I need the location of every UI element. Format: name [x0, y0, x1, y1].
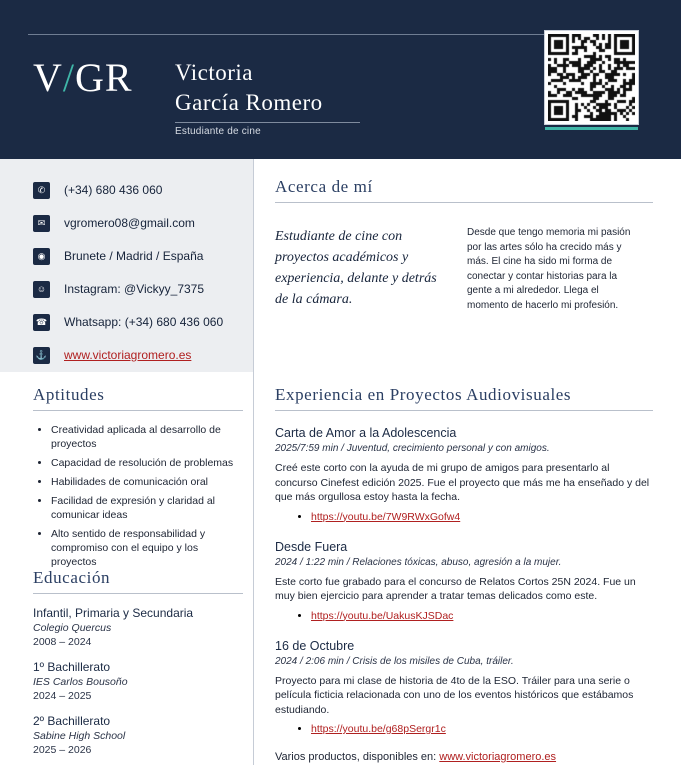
about-heading: Acerca de mí [275, 177, 373, 196]
experience-link[interactable]: https://youtu.be/UakusKJSDac [311, 609, 454, 622]
whatsapp-icon: ☎ [33, 314, 50, 331]
logo-slash: / [62, 55, 76, 100]
experience-body: Proyecto para mi clase de historia de 4to de la ESO. Tráiler para una serie o película ficticia relacionada con uno de los eventos históricos que estábamos estudiando. [275, 674, 634, 716]
list-item[interactable] [311, 510, 653, 525]
list-item: • Creatividad aplicada al desarrollo de proyectos [51, 423, 243, 451]
qr-canvas [548, 34, 635, 121]
experience-link-list [275, 722, 653, 737]
column-divider [253, 159, 254, 765]
location-icon: ◉ [33, 248, 50, 265]
list-item[interactable] [311, 609, 653, 624]
list-item: • Facilidad de expresión y claridad al comunicar ideas [51, 494, 243, 522]
education-entry [33, 714, 243, 756]
contact-item-phone[interactable] [33, 177, 248, 203]
education-school: Sabine High School [33, 730, 126, 742]
instagram-icon: ☺ [33, 281, 50, 298]
link-icon: ⚓ [33, 347, 50, 364]
contact-whatsapp-text: Whatsapp: (+34) 680 436 060 [64, 315, 224, 329]
experience-footer [275, 751, 653, 763]
contact-email-text: vgromero08@gmail.com [64, 216, 195, 230]
experience-entry [275, 639, 653, 738]
about-heading-rule [275, 202, 653, 203]
experience-meta: 2024 / 2:06 min / Crisis de los misiles de Cuba, tráiler. [275, 655, 514, 667]
list-item: • Habilidades de comunicación oral [51, 475, 243, 489]
contact-item-location[interactable] [33, 243, 248, 269]
education-school: Colegio Quercus [33, 622, 112, 634]
experience-meta: 2024 / 1:22 min / Relaciones tóxicas, abuso, agresión a la mujer. [275, 556, 562, 568]
contact-item-instagram[interactable] [33, 276, 248, 302]
contact-location-text: Brunete / Madrid / España [64, 249, 204, 263]
education-title: Infantil, Primaria y Secundaria [33, 606, 194, 620]
experience-body: Creé este corto con la ayuda de mi grupo de amigos para presentarlo al concurso Cinefest edición 2025. Fue el proyecto que más me ha enseñado y del que más orgullosa estoy hasta la fecha. [275, 462, 650, 503]
list-item: • Capacidad de resolución de problemas [51, 456, 243, 470]
contact-item-whatsapp[interactable] [33, 309, 248, 335]
experience-title: Carta de Amor a la Adolescencia [275, 426, 457, 440]
education-dates: 2025 – 2026 [33, 744, 92, 756]
experience-section [275, 385, 653, 763]
education-heading-rule [33, 593, 243, 594]
education-dates: 2008 – 2024 [33, 636, 92, 648]
last-name: García Romero [175, 90, 323, 115]
about-body-text: Desde que tengo memoria mi pasión por las artes sólo ha crecido más y más. El cine ha sido mi forma de conectar y contar historias para la gente a mi alrededor. Llega el momento de hacerlo mi profesión. [467, 227, 631, 311]
experience-meta: 2025/7:59 min / Juventud, crecimiento personal y con amigos. [275, 443, 550, 454]
education-title: 1º Bachillerato [33, 660, 111, 674]
education-school: IES Carlos Bousoño [33, 676, 128, 688]
experience-title: Desde Fuera [275, 539, 348, 554]
role-subtitle: Estudiante de cine [175, 126, 261, 137]
experience-entry [275, 426, 653, 525]
education-section [33, 568, 243, 756]
contact-instagram-text: Instagram: @Vickyy_7375 [64, 282, 205, 296]
experience-link[interactable]: https://youtu.be/g68pSergr1c [311, 723, 446, 735]
header-banner [0, 0, 681, 159]
contact-item-email[interactable] [33, 210, 248, 236]
experience-link-list [275, 609, 653, 624]
monogram-logo [33, 54, 133, 101]
logo-right: GR [75, 55, 133, 100]
aptitudes-heading-rule [33, 410, 243, 411]
email-icon: ✉ [33, 215, 50, 232]
aptitudes-heading: Aptitudes [33, 385, 105, 404]
experience-heading-rule [275, 410, 653, 411]
first-name: Victoria [175, 60, 253, 85]
contact-website-link[interactable]: www.victoriagromero.es [64, 348, 192, 362]
experience-footer-link[interactable]: www.victoriagromero.es [439, 751, 557, 763]
name-block [175, 58, 360, 137]
logo-left: V [33, 55, 63, 100]
experience-link-list [275, 510, 653, 525]
education-title: 2º Bachillerato [33, 714, 111, 728]
header-divider [28, 34, 624, 35]
aptitudes-list [33, 423, 243, 569]
contact-item-website[interactable] [33, 342, 248, 368]
experience-body: Este corto fue grabado para el concurso de Relatos Cortos 25N 2024. Fue un muy bien ejercicio para aprender a tratar temas delicados como este. [275, 575, 636, 602]
education-heading: Educación [33, 568, 111, 587]
about-section [275, 177, 653, 313]
about-columns [275, 226, 653, 313]
experience-entry [275, 540, 653, 624]
education-entry [33, 660, 243, 702]
experience-link[interactable]: https://youtu.be/7W9RWxGofw4 [311, 510, 461, 523]
about-lead-text: Estudiante de cine con proyectos académicos y experiencia, delante y detrás de la cámara. [275, 229, 437, 307]
contact-phone-text: (+34) 680 436 060 [64, 183, 163, 197]
education-dates: 2024 – 2025 [33, 690, 92, 702]
contact-list [33, 177, 248, 375]
name-underline [175, 122, 360, 123]
education-entry [33, 606, 243, 648]
experience-footer-text: Varios productos, disponibles en: [275, 751, 440, 763]
experience-heading: Experiencia en Proyectos Audiovisuales [275, 385, 572, 404]
experience-title: 16 de Octubre [275, 638, 355, 653]
qr-code-icon[interactable] [545, 31, 638, 124]
list-item: • Alto sentido de responsabilidad y compromiso con el equipo y los proyectos [51, 527, 243, 569]
qr-accent-bar [545, 127, 638, 130]
list-item[interactable] [311, 722, 653, 737]
phone-icon: ✆ [33, 182, 50, 199]
aptitudes-section [33, 385, 243, 574]
